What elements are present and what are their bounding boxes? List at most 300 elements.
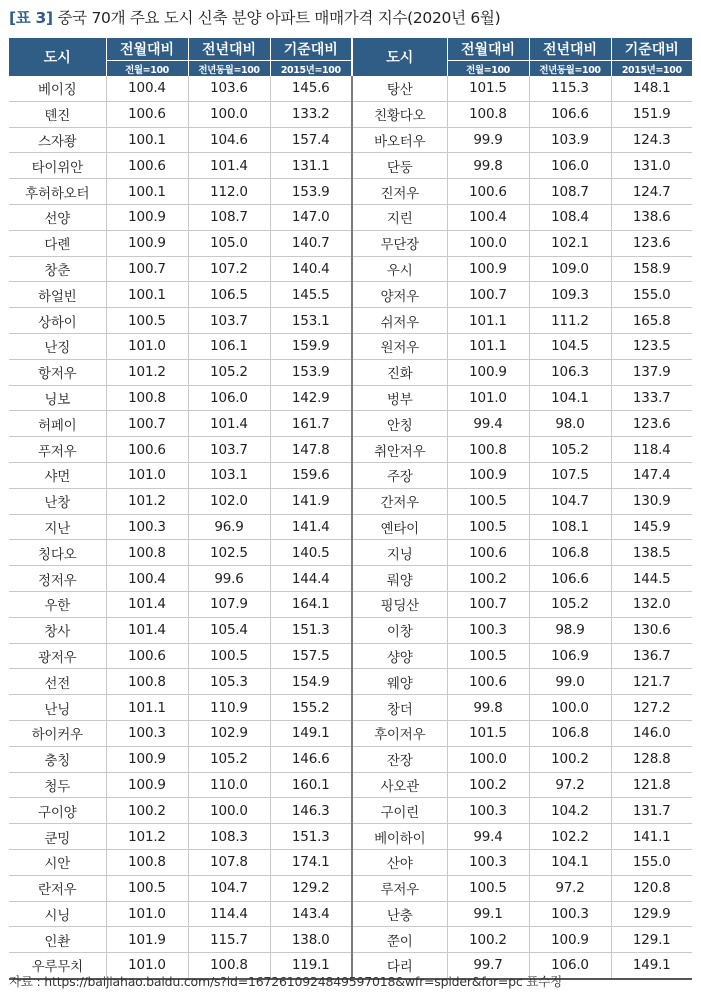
price-index-table [9, 38, 692, 980]
cell-city-right: 웨양 [352, 669, 447, 695]
cell-city-left: 하이커우 [9, 720, 106, 746]
cell-base-right: 123.6 [611, 411, 692, 437]
cell-yoy-right: 106.8 [529, 720, 611, 746]
cell-base-left: 153.9 [270, 359, 352, 385]
cell-base-right: 144.5 [611, 566, 692, 592]
cell-city-right: 핑딩산 [352, 591, 447, 617]
cell-mom-left: 100.1 [106, 127, 188, 153]
cell-city-left: 허페이 [9, 411, 106, 437]
cell-base-left: 129.2 [270, 875, 352, 901]
cell-base-right: 145.9 [611, 514, 692, 540]
cell-yoy-right: 109.3 [529, 282, 611, 308]
table-row [9, 462, 692, 488]
table-row [9, 308, 692, 334]
cell-city-left: 시안 [9, 849, 106, 875]
cell-base-left: 147.8 [270, 437, 352, 463]
cell-city-left: 광저우 [9, 643, 106, 669]
cell-yoy-left: 107.2 [188, 256, 270, 282]
cell-yoy-right: 106.8 [529, 540, 611, 566]
cell-city-right: 루저우 [352, 875, 447, 901]
cell-yoy-right: 103.9 [529, 127, 611, 153]
cell-yoy-right: 106.0 [529, 153, 611, 179]
cell-mom-right: 100.3 [447, 617, 529, 643]
table-row [9, 101, 692, 127]
cell-base-left: 154.9 [270, 669, 352, 695]
table-row [9, 204, 692, 230]
cell-mom-right: 100.3 [447, 798, 529, 824]
cell-mom-left: 100.1 [106, 282, 188, 308]
cell-city-right: 진화 [352, 359, 447, 385]
cell-city-left: 란저우 [9, 875, 106, 901]
table-row [9, 824, 692, 850]
cell-yoy-left: 105.0 [188, 230, 270, 256]
cell-base-right: 132.0 [611, 591, 692, 617]
cell-city-left: 선양 [9, 204, 106, 230]
cell-base-left: 140.7 [270, 230, 352, 256]
cell-city-left: 스자좡 [9, 127, 106, 153]
cell-mom-left: 101.4 [106, 617, 188, 643]
subheader-base-right: 2015년=100 [611, 61, 692, 77]
cell-base-right: 130.9 [611, 488, 692, 514]
table-row [9, 849, 692, 875]
cell-yoy-right: 108.7 [529, 179, 611, 205]
cell-yoy-left: 106.5 [188, 282, 270, 308]
table-title [9, 6, 500, 30]
table-row [9, 591, 692, 617]
cell-city-right: 샹양 [352, 643, 447, 669]
cell-city-left: 닝보 [9, 385, 106, 411]
cell-city-right: 친황다오 [352, 101, 447, 127]
cell-mom-left: 101.0 [106, 333, 188, 359]
cell-yoy-left: 114.4 [188, 901, 270, 927]
cell-mom-right: 99.7 [447, 953, 529, 979]
cell-base-left: 149.1 [270, 720, 352, 746]
cell-base-right: 137.9 [611, 359, 692, 385]
cell-base-right: 123.5 [611, 333, 692, 359]
cell-base-left: 140.4 [270, 256, 352, 282]
cell-mom-right: 99.4 [447, 411, 529, 437]
cell-mom-right: 100.5 [447, 488, 529, 514]
cell-base-left: 153.1 [270, 308, 352, 334]
cell-city-right: 간저우 [352, 488, 447, 514]
table-row [9, 617, 692, 643]
cell-mom-right: 100.8 [447, 101, 529, 127]
cell-yoy-right: 98.9 [529, 617, 611, 643]
cell-base-right: 147.4 [611, 462, 692, 488]
cell-city-left: 창춘 [9, 256, 106, 282]
table-row [9, 746, 692, 772]
cell-mom-left: 100.6 [106, 643, 188, 669]
cell-yoy-left: 102.9 [188, 720, 270, 746]
cell-city-left: 구이양 [9, 798, 106, 824]
cell-mom-right: 101.0 [447, 385, 529, 411]
cell-base-left: 159.6 [270, 462, 352, 488]
header-city-left: 도시 [9, 38, 106, 76]
cell-mom-right: 101.1 [447, 333, 529, 359]
cell-base-right: 123.6 [611, 230, 692, 256]
header-mom-left: 전월대비 [106, 38, 188, 61]
cell-base-right: 133.7 [611, 385, 692, 411]
cell-yoy-left: 107.9 [188, 591, 270, 617]
cell-city-right: 무단장 [352, 230, 447, 256]
cell-yoy-left: 104.6 [188, 127, 270, 153]
cell-city-right: 지닝 [352, 540, 447, 566]
table-row [9, 875, 692, 901]
cell-city-right: 원저우 [352, 333, 447, 359]
cell-base-left: 146.6 [270, 746, 352, 772]
cell-base-left: 157.4 [270, 127, 352, 153]
cell-mom-right: 100.9 [447, 256, 529, 282]
header-row [9, 38, 692, 61]
cell-yoy-right: 109.0 [529, 256, 611, 282]
table-row [9, 669, 692, 695]
cell-base-left: 145.6 [270, 76, 352, 101]
cell-base-right: 131.0 [611, 153, 692, 179]
cell-yoy-left: 112.0 [188, 179, 270, 205]
cell-yoy-left: 99.6 [188, 566, 270, 592]
cell-city-left: 상하이 [9, 308, 106, 334]
cell-base-left: 157.5 [270, 643, 352, 669]
cell-mom-left: 100.2 [106, 798, 188, 824]
cell-yoy-left: 105.2 [188, 359, 270, 385]
cell-yoy-left: 100.0 [188, 101, 270, 127]
cell-city-right: 주장 [352, 462, 447, 488]
cell-mom-left: 100.8 [106, 540, 188, 566]
cell-city-left: 다롄 [9, 230, 106, 256]
table-row [9, 359, 692, 385]
cell-mom-right: 100.7 [447, 591, 529, 617]
cell-yoy-right: 106.6 [529, 101, 611, 127]
cell-base-left: 160.1 [270, 772, 352, 798]
cell-yoy-left: 100.8 [188, 953, 270, 979]
cell-base-left: 146.3 [270, 798, 352, 824]
cell-mom-right: 99.8 [447, 695, 529, 721]
cell-mom-right: 100.4 [447, 204, 529, 230]
cell-mom-left: 100.1 [106, 179, 188, 205]
cell-mom-left: 100.3 [106, 514, 188, 540]
cell-mom-left: 100.9 [106, 230, 188, 256]
subheader-base-left: 2015년=100 [270, 61, 352, 77]
cell-yoy-right: 106.3 [529, 359, 611, 385]
header-mom-right: 전월대비 [447, 38, 529, 61]
cell-mom-left: 100.9 [106, 204, 188, 230]
cell-city-left: 쿤밍 [9, 824, 106, 850]
table-row [9, 695, 692, 721]
cell-base-right: 155.0 [611, 849, 692, 875]
cell-yoy-right: 100.2 [529, 746, 611, 772]
cell-city-left: 타이위안 [9, 153, 106, 179]
table-row [9, 230, 692, 256]
subheader-mom-right: 전월=100 [447, 61, 529, 77]
cell-mom-left: 101.2 [106, 824, 188, 850]
cell-mom-left: 101.0 [106, 953, 188, 979]
cell-mom-left: 100.9 [106, 772, 188, 798]
cell-city-left: 난닝 [9, 695, 106, 721]
cell-mom-left: 100.6 [106, 437, 188, 463]
cell-mom-left: 100.8 [106, 849, 188, 875]
cell-city-right: 산야 [352, 849, 447, 875]
cell-city-right: 후이저우 [352, 720, 447, 746]
cell-city-right: 쭌이 [352, 927, 447, 953]
cell-mom-left: 101.0 [106, 901, 188, 927]
cell-base-left: 140.5 [270, 540, 352, 566]
table-body [9, 76, 692, 979]
cell-yoy-left: 105.4 [188, 617, 270, 643]
cell-mom-left: 100.7 [106, 256, 188, 282]
cell-yoy-right: 104.1 [529, 385, 611, 411]
cell-yoy-right: 104.2 [529, 798, 611, 824]
cell-yoy-right: 115.3 [529, 76, 611, 101]
cell-base-right: 127.2 [611, 695, 692, 721]
table-row [9, 153, 692, 179]
cell-base-left: 174.1 [270, 849, 352, 875]
header-base-left: 기준대비 [270, 38, 352, 61]
cell-base-right: 138.5 [611, 540, 692, 566]
table-number: [표 3] [9, 9, 53, 27]
table-row [9, 488, 692, 514]
cell-mom-right: 100.0 [447, 746, 529, 772]
cell-yoy-left: 108.3 [188, 824, 270, 850]
table-row [9, 76, 692, 101]
cell-city-right: 벙부 [352, 385, 447, 411]
cell-city-left: 푸저우 [9, 437, 106, 463]
cell-base-right: 165.8 [611, 308, 692, 334]
cell-city-right: 이창 [352, 617, 447, 643]
cell-city-right: 베이하이 [352, 824, 447, 850]
cell-city-left: 베이징 [9, 76, 106, 101]
table-row [9, 927, 692, 953]
cell-yoy-left: 100.0 [188, 798, 270, 824]
cell-yoy-left: 103.1 [188, 462, 270, 488]
cell-mom-left: 100.6 [106, 153, 188, 179]
cell-mom-right: 100.6 [447, 540, 529, 566]
cell-mom-right: 99.9 [447, 127, 529, 153]
cell-base-left: 151.3 [270, 617, 352, 643]
cell-mom-right: 100.7 [447, 282, 529, 308]
subheader-yoy-right: 전년동월=100 [529, 61, 611, 77]
table-row [9, 437, 692, 463]
cell-mom-right: 99.1 [447, 901, 529, 927]
cell-yoy-right: 98.0 [529, 411, 611, 437]
cell-base-left: 145.5 [270, 282, 352, 308]
cell-base-right: 141.1 [611, 824, 692, 850]
cell-city-right: 우시 [352, 256, 447, 282]
cell-base-right: 138.6 [611, 204, 692, 230]
table-row [9, 772, 692, 798]
cell-yoy-right: 105.2 [529, 437, 611, 463]
cell-city-left: 시닝 [9, 901, 106, 927]
cell-city-right: 탕산 [352, 76, 447, 101]
cell-mom-left: 101.2 [106, 488, 188, 514]
cell-mom-right: 100.8 [447, 437, 529, 463]
cell-yoy-right: 97.2 [529, 772, 611, 798]
table-row [9, 643, 692, 669]
cell-base-left: 161.7 [270, 411, 352, 437]
cell-yoy-right: 106.6 [529, 566, 611, 592]
cell-city-left: 정저우 [9, 566, 106, 592]
header-yoy-left: 전년대비 [188, 38, 270, 61]
cell-base-left: 143.4 [270, 901, 352, 927]
cell-yoy-left: 102.5 [188, 540, 270, 566]
cell-mom-left: 101.2 [106, 359, 188, 385]
cell-base-right: 128.8 [611, 746, 692, 772]
subheader-row [9, 61, 692, 77]
cell-base-left: 142.9 [270, 385, 352, 411]
cell-base-left: 138.0 [270, 927, 352, 953]
cell-mom-left: 100.3 [106, 720, 188, 746]
cell-yoy-left: 103.7 [188, 437, 270, 463]
header-yoy-right: 전년대비 [529, 38, 611, 61]
cell-mom-right: 100.5 [447, 875, 529, 901]
cell-city-left: 톈진 [9, 101, 106, 127]
cell-base-right: 155.0 [611, 282, 692, 308]
cell-city-right: 지린 [352, 204, 447, 230]
table-caption: 중국 70개 주요 도시 신축 분양 아파트 매매가격 지수(2020년 6월) [57, 9, 501, 27]
cell-base-left: 144.4 [270, 566, 352, 592]
cell-base-right: 131.7 [611, 798, 692, 824]
cell-city-right: 난충 [352, 901, 447, 927]
cell-yoy-left: 106.0 [188, 385, 270, 411]
cell-mom-right: 100.9 [447, 359, 529, 385]
cell-city-right: 쉬저우 [352, 308, 447, 334]
cell-yoy-right: 104.5 [529, 333, 611, 359]
cell-base-left: 133.2 [270, 101, 352, 127]
cell-city-left: 청두 [9, 772, 106, 798]
cell-city-right: 잔장 [352, 746, 447, 772]
header-base-right: 기준대비 [611, 38, 692, 61]
cell-yoy-left: 110.9 [188, 695, 270, 721]
cell-base-right: 136.7 [611, 643, 692, 669]
cell-yoy-right: 99.0 [529, 669, 611, 695]
cell-city-right: 취안저우 [352, 437, 447, 463]
cell-yoy-left: 108.7 [188, 204, 270, 230]
cell-mom-right: 100.2 [447, 927, 529, 953]
cell-mom-right: 101.1 [447, 308, 529, 334]
cell-base-left: 151.3 [270, 824, 352, 850]
cell-city-right: 양저우 [352, 282, 447, 308]
cell-city-left: 인촨 [9, 927, 106, 953]
cell-yoy-left: 100.5 [188, 643, 270, 669]
cell-yoy-left: 105.3 [188, 669, 270, 695]
cell-yoy-left: 110.0 [188, 772, 270, 798]
cell-yoy-right: 107.5 [529, 462, 611, 488]
cell-yoy-right: 106.0 [529, 953, 611, 979]
cell-base-right: 121.8 [611, 772, 692, 798]
cell-base-right: 118.4 [611, 437, 692, 463]
cell-base-left: 141.9 [270, 488, 352, 514]
cell-mom-right: 100.5 [447, 514, 529, 540]
cell-yoy-right: 106.9 [529, 643, 611, 669]
cell-base-left: 147.0 [270, 204, 352, 230]
cell-mom-left: 100.5 [106, 875, 188, 901]
cell-yoy-left: 96.9 [188, 514, 270, 540]
cell-base-left: 141.4 [270, 514, 352, 540]
table-row [9, 127, 692, 153]
table-row [9, 514, 692, 540]
cell-mom-left: 101.1 [106, 695, 188, 721]
cell-base-right: 129.9 [611, 901, 692, 927]
cell-yoy-right: 108.1 [529, 514, 611, 540]
cell-yoy-left: 103.6 [188, 76, 270, 101]
cell-base-left: 159.9 [270, 333, 352, 359]
cell-city-left: 지난 [9, 514, 106, 540]
cell-yoy-right: 102.1 [529, 230, 611, 256]
cell-mom-right: 100.9 [447, 462, 529, 488]
table-row [9, 256, 692, 282]
table-row [9, 282, 692, 308]
cell-mom-right: 101.5 [447, 720, 529, 746]
table-row [9, 798, 692, 824]
cell-yoy-left: 105.2 [188, 746, 270, 772]
cell-mom-right: 100.2 [447, 772, 529, 798]
cell-city-left: 후허하오터 [9, 179, 106, 205]
cell-base-left: 153.9 [270, 179, 352, 205]
table-row [9, 385, 692, 411]
cell-mom-left: 100.4 [106, 566, 188, 592]
cell-base-left: 119.1 [270, 953, 352, 979]
cell-city-right: 단둥 [352, 153, 447, 179]
cell-mom-right: 101.5 [447, 76, 529, 101]
cell-city-right: 뤄양 [352, 566, 447, 592]
cell-city-right: 바오터우 [352, 127, 447, 153]
cell-base-left: 164.1 [270, 591, 352, 617]
source-note: 자료 : https://baijiahao.baidu.com/s?id=1672610924849597018&wfr=spider&for=pc 표수정 [9, 974, 562, 989]
cell-yoy-right: 108.4 [529, 204, 611, 230]
cell-yoy-left: 101.4 [188, 153, 270, 179]
cell-base-right: 124.3 [611, 127, 692, 153]
cell-yoy-left: 106.1 [188, 333, 270, 359]
cell-mom-left: 100.5 [106, 308, 188, 334]
cell-yoy-left: 104.7 [188, 875, 270, 901]
cell-mom-left: 101.0 [106, 462, 188, 488]
cell-city-left: 난징 [9, 333, 106, 359]
cell-yoy-right: 105.2 [529, 591, 611, 617]
cell-city-right: 창더 [352, 695, 447, 721]
cell-city-right: 다리 [352, 953, 447, 979]
subheader-yoy-left: 전년동월=100 [188, 61, 270, 77]
cell-city-right: 구이린 [352, 798, 447, 824]
cell-yoy-right: 111.2 [529, 308, 611, 334]
cell-yoy-right: 100.0 [529, 695, 611, 721]
cell-mom-right: 100.5 [447, 643, 529, 669]
cell-city-right: 사오관 [352, 772, 447, 798]
cell-city-left: 난창 [9, 488, 106, 514]
cell-mom-right: 99.4 [447, 824, 529, 850]
cell-mom-right: 100.3 [447, 849, 529, 875]
cell-yoy-left: 102.0 [188, 488, 270, 514]
cell-yoy-right: 104.7 [529, 488, 611, 514]
cell-city-left: 우한 [9, 591, 106, 617]
table-row [9, 179, 692, 205]
table-row [9, 333, 692, 359]
cell-city-right: 안칭 [352, 411, 447, 437]
cell-mom-left: 101.9 [106, 927, 188, 953]
subheader-mom-left: 전월=100 [106, 61, 188, 77]
cell-yoy-right: 102.2 [529, 824, 611, 850]
cell-mom-left: 100.7 [106, 411, 188, 437]
cell-mom-right: 100.0 [447, 230, 529, 256]
cell-base-right: 121.7 [611, 669, 692, 695]
table-row [9, 566, 692, 592]
cell-mom-right: 99.8 [447, 153, 529, 179]
cell-base-left: 131.1 [270, 153, 352, 179]
cell-base-right: 148.1 [611, 76, 692, 101]
cell-city-left: 칭다오 [9, 540, 106, 566]
cell-city-left: 창사 [9, 617, 106, 643]
cell-city-left: 하얼빈 [9, 282, 106, 308]
header-city-right: 도시 [352, 38, 447, 76]
cell-city-left: 항저우 [9, 359, 106, 385]
